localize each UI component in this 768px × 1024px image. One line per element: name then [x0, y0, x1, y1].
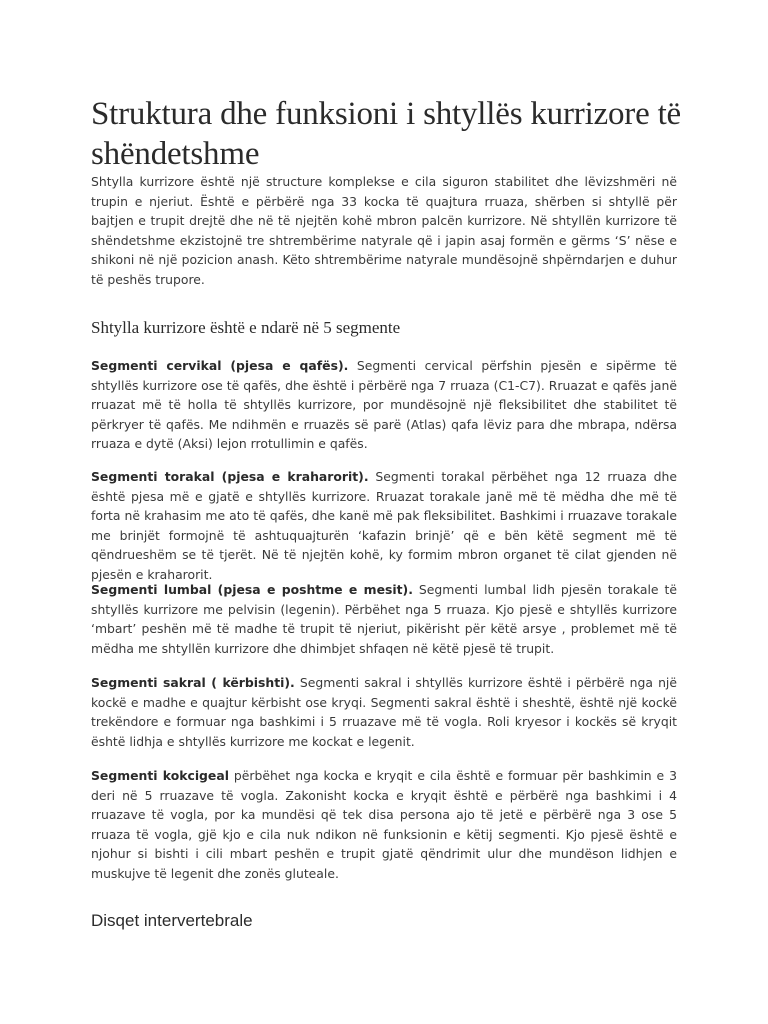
page-title: Struktura dhe funksioni i shtyllës kurrizore të shëndetshme	[91, 96, 681, 172]
segment-cervical-title: Segmenti cervikal (pjesa e qafës).	[91, 358, 349, 373]
segment-lumbar-text: Segmenti lumbal lidh pjesën torakale të shtyllës kurrizore me pelvisin (legenin). Përbëhet nga 5 rruaza. Kjo pjesë e shtyllës kurrizore ‘mbart’ peshën më të madhe të trupit të njeriut, pikërisht për këtë arsye , problemet më të mëdha me shtyllën kurrizore dhe dhimbjet shfaqen në këtë pjesë të trupit.	[91, 582, 677, 656]
segment-lumbar-title: Segmenti lumbal (pjesa e poshtme e mesit).	[91, 582, 413, 597]
next-section-heading: Disqet intervertebrale	[91, 911, 253, 930]
segment-thoracic-text: Segmenti torakal përbëhet nga 12 rruaza dhe është pjesa më e gjatë e shtyllës kurrizore. Rruazat torakale janë më të mëdha dhe më të forta në krahasim me ato të qafës, dhe kanë më pak fleksibilitet. Bashkimi i rruazave torakale me brinjët formojnë të ashtuquajturën ‘kafazin brinjë’ që e bën këtë segment më të qëndrueshëm se të tjerët. Në të njejtën kohë, ky formim mbron organet të cilat gjenden në pjesën e kraharorit.	[91, 469, 677, 582]
intro-paragraph: Shtylla kurrizore është një structure komplekse e cila siguron stabilitet dhe lëvizshmëri në trupin e njeriut. Është e përbërë nga 33 kocka të quajtura rruaza, shërben si shtyllë për bajtjen e trupit drejtë dhe në të njejtën kohë mbron palcën kurrizore. Në shtyllën kurrizore të shëndetshme ekzistojnë tre shtrembërime natyrale që i japin asaj formën e gërms ‘S’ nëse e shikoni në një pozicion anash. Këto shtrembërime natyrale mundësojnë shpërndarjen e duhur të peshës trupore.	[91, 174, 677, 287]
segment-lumbar-paragraph	[91, 580, 677, 658]
segment-sacral-paragraph	[91, 673, 677, 751]
segment-thoracic-paragraph	[91, 467, 677, 585]
segment-cervical-paragraph	[91, 356, 677, 454]
segment-thoracic-title: Segmenti torakal (pjesa e kraharorit).	[91, 469, 369, 484]
segment-cervical-text: Segmenti cervical përfshin pjesën e sipërme të shtyllës kurrizore ose të qafës, dhe është i përbërë nga 7 rruaza (C1-C7). Rruazat e qafës janë rruazat më të holla të shtyllës kurrizore, por mundësojnë një fleksibilitet dhe stabilitet të përkryer të qafës. Me ndihmën e rruazës së parë (Atlas) qafa lëviz para dhe mbrapa, ndërsa rruaza e dytë (Aksi) lejon rrotullimin e qafës.	[91, 358, 677, 452]
segment-sacral-title: Segmenti sakral ( kërbishti).	[91, 675, 295, 690]
segment-coccygeal-paragraph	[91, 766, 677, 884]
segment-coccygeal-title: Segmenti kokcigeal	[91, 768, 229, 783]
section-heading: Shtylla kurrizore është e ndarë në 5 segmente	[91, 318, 401, 337]
segment-coccygeal-text: përbëhet nga kocka e kryqit e cila është e formuar për bashkimin e 3 deri në 5 rruazave të vogla. Zakonisht kocka e kryqit është e përbërë nga bashkimi i 4 rruazave të vogla, por ka mundësi që tek disa persona ajo të jetë e përbërë nga 3 ose 5 rruaza të vogla, gjë kjo e cila nuk ndikon në funksionin e këtij segmenti. Kjo pjesë është e njohur si bishti i cili mbart peshën e trupit gjatë qëndrimit ulur dhe mundëson lidhjen e muskujve të legenit dhe zonës gluteale.	[91, 768, 677, 881]
segment-sacral-text: Segmenti sakral i shtyllës kurrizore është i përbërë nga një kockë e madhe e quajtur kërbisht ose kryqi. Segmenti sakral është i sheshtë, është një kockë trekëndore e formuar nga bashkimi i 5 rruazave më të vogla. Roli kryesor i kockës së kryqit është lidhja e shtyllës kurrizore me kockat e legenit.	[91, 675, 677, 749]
